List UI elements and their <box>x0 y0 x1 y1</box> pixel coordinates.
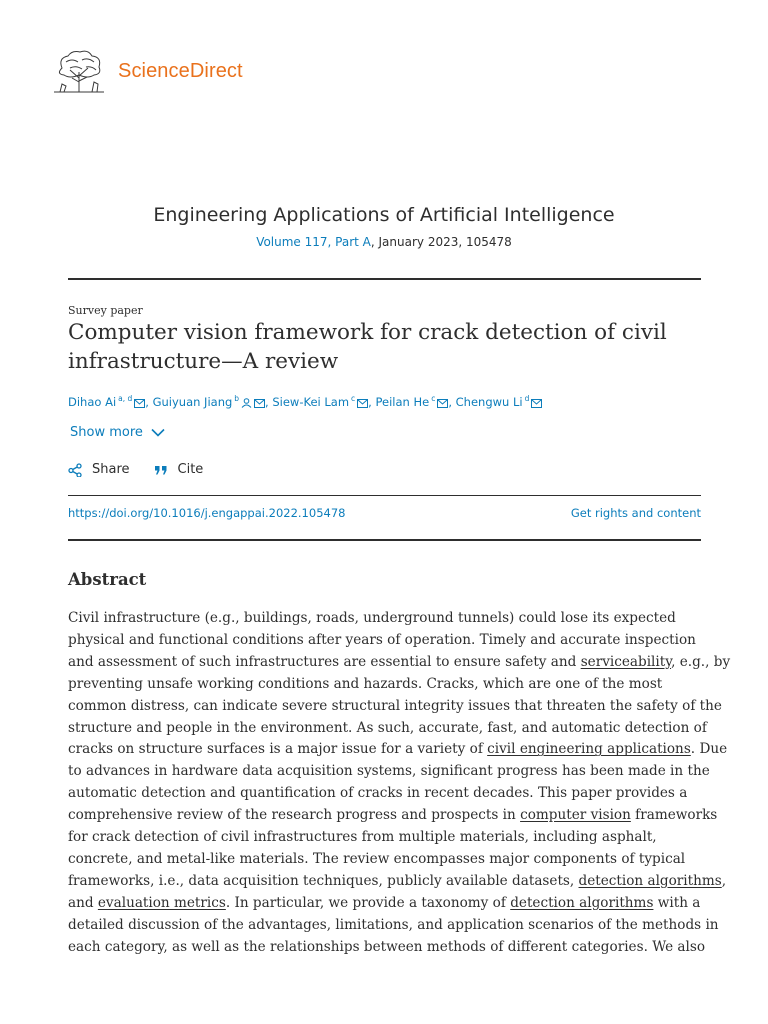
abstract-line <box>68 849 701 871</box>
author-list: Dihao Ai $^{a, d}$ , Guiyuan Jiang $^b$ , Siew-Kei Lam $^c$ , Peilan He $^c$ , Chengwu Li $^d$ <box>68 394 542 411</box>
quote-icon <box>154 464 168 476</box>
abstract-text-segment: concrete, and metal-like materials. The review encompasses major components of typical <box>68 850 686 867</box>
abstract-text-segment: with a <box>653 894 701 911</box>
sciencedirect-logo[interactable] <box>52 48 243 94</box>
envelope-icon[interactable] <box>357 397 368 411</box>
envelope-icon[interactable] <box>531 397 542 411</box>
abstract-text-segment: cracks on structure surfaces is a major issue for a variety of <box>68 741 488 758</box>
abstract-text-segment: for crack detection of civil infrastructures from multiple materials, including asphalt, <box>68 829 657 846</box>
abstract-line <box>68 937 706 959</box>
author[interactable]: Siew-Kei Lam $^c$ <box>272 395 368 409</box>
share-icon <box>68 463 82 477</box>
envelope-icon[interactable] <box>254 397 265 411</box>
abstract-text-segment: detailed discussion of the advantages, limitations, and application scenarios of the methods in <box>68 916 719 933</box>
topic-link[interactable]: evaluation metrics <box>97 894 226 911</box>
abstract-text-segment: automatic detection and quantification of cracks in recent decades. This paper provides a <box>68 785 688 802</box>
abstract-line <box>68 674 701 696</box>
article-type: Survey paper <box>68 304 143 317</box>
abstract-text-segment: to advances in hardware data acquisition systems, significant progress has been made in the <box>68 763 710 780</box>
abstract-text-segment: , e.g., by <box>671 653 731 670</box>
abstract-line <box>68 608 701 630</box>
title-line: infrastructure—A review <box>68 349 339 374</box>
abstract-text-segment: and <box>68 894 98 911</box>
abstract-text-segment: comprehensive review of the research progress and prospects in <box>68 807 521 824</box>
author[interactable]: Guiyuan Jiang $^b$ <box>153 395 265 409</box>
topic-link[interactable]: civil engineering applications <box>487 741 691 758</box>
affiliation-marker: b <box>234 394 240 403</box>
author[interactable]: Peilan He $^c$ <box>375 395 448 409</box>
issue-date: , January 2023, 105478 <box>370 235 512 249</box>
divider <box>68 539 701 541</box>
abstract-line <box>68 696 722 718</box>
abstract-line <box>68 761 710 783</box>
author[interactable]: Dihao Ai $^{a, d}$ <box>68 395 145 409</box>
abstract-line <box>68 805 718 827</box>
share-button[interactable] <box>68 462 130 477</box>
elsevier-tree-icon <box>52 48 106 94</box>
abstract-text-segment: frameworks <box>630 807 718 824</box>
volume-info <box>0 235 768 249</box>
affiliation-marker: c <box>431 394 436 403</box>
envelope-icon[interactable] <box>134 397 145 411</box>
divider <box>68 495 701 496</box>
abstract-text-segment: Civil infrastructure (e.g., buildings, roads, underground tunnels) could lose its expected <box>68 610 676 626</box>
topic-link[interactable]: detection algorithms <box>578 872 722 889</box>
abstract-text-segment: . In particular, we provide a taxonomy of <box>225 894 511 911</box>
abstract-line <box>68 783 701 805</box>
doi-link[interactable]: https://doi.org/10.1016/j.engappai.2022.105478 <box>68 506 346 520</box>
affiliation-marker: c <box>351 394 356 403</box>
person-icon[interactable] <box>241 397 252 411</box>
topic-link[interactable]: detection algorithms <box>510 894 654 911</box>
share-label: Share <box>92 462 130 477</box>
divider <box>68 278 701 280</box>
cite-button[interactable] <box>154 462 204 477</box>
volume-link[interactable]: Volume 117, Part A <box>256 235 371 249</box>
rights-link[interactable]: Get rights and content <box>570 506 701 520</box>
abstract-heading: Abstract <box>68 570 147 589</box>
journal-title[interactable]: Engineering Applications of Artificial Intelligence <box>153 204 615 226</box>
abstract-text-segment: . Due <box>690 741 728 758</box>
abstract-text-segment: frameworks, i.e., data acquisition techniques, publicly available datasets, <box>68 872 579 889</box>
abstract-text-segment: , <box>721 872 727 889</box>
author[interactable]: Chengwu Li $^d$ <box>456 395 543 409</box>
article-title <box>68 318 668 376</box>
abstract-line <box>68 871 727 893</box>
abstract-text-segment: preventing unsafe working conditions and hazards. Cracks, which are one of the most <box>68 675 663 692</box>
affiliation-marker: a, d <box>118 394 133 403</box>
show-more-label: Show more <box>70 425 143 440</box>
abstract-text-segment: each category, as well as the relationships between methods of different categories. We also <box>68 938 706 955</box>
abstract-text-segment: structure and people in the environment. As such, accurate, fast, and automatic detection of <box>68 719 707 736</box>
sciencedirect-wordmark: ScienceDirect <box>118 59 243 82</box>
title-line: Computer vision framework for crack detection of civil <box>68 320 667 345</box>
chevron-down-icon <box>151 428 165 437</box>
abstract-text <box>68 608 731 959</box>
abstract-text-segment: and assessment of such infrastructures are essential to ensure safety and <box>68 653 581 670</box>
topic-link[interactable]: serviceability <box>580 653 672 670</box>
affiliation-marker: d <box>524 394 530 403</box>
topic-link[interactable]: computer vision <box>520 807 631 824</box>
abstract-line <box>68 893 701 915</box>
envelope-icon[interactable] <box>437 397 448 411</box>
cite-label: Cite <box>177 462 204 477</box>
show-more-button[interactable] <box>70 425 165 440</box>
abstract-line <box>68 630 701 652</box>
abstract-line <box>68 827 701 849</box>
abstract-line <box>68 915 719 937</box>
abstract-line <box>68 718 707 740</box>
abstract-line <box>68 652 731 674</box>
article-actions <box>68 462 203 477</box>
abstract-line <box>68 739 728 761</box>
abstract-text-segment: common distress, can indicate severe structural integrity issues that threaten the safety of the <box>68 697 722 714</box>
abstract-text-segment: physical and functional conditions after years of operation. Timely and accurate inspection <box>68 631 696 648</box>
